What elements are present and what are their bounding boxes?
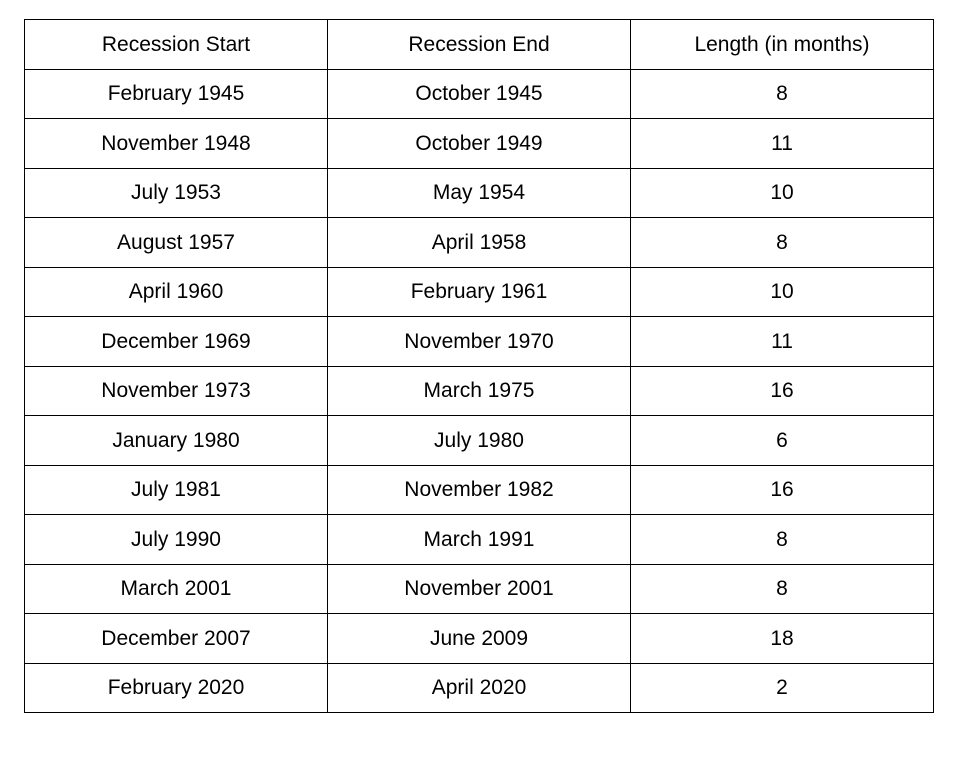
cell-length: 11 (631, 119, 934, 169)
recession-table (24, 19, 934, 713)
cell-recession-start: November 1948 (25, 119, 328, 169)
cell-recession-start: July 1990 (25, 515, 328, 565)
table-row (25, 416, 934, 466)
cell-length: 8 (631, 69, 934, 119)
cell-recession-end: October 1945 (328, 69, 631, 119)
cell-recession-start: December 2007 (25, 614, 328, 664)
cell-recession-start: March 2001 (25, 564, 328, 614)
cell-length: 8 (631, 515, 934, 565)
cell-recession-start: July 1981 (25, 465, 328, 515)
cell-recession-start: December 1969 (25, 317, 328, 367)
header-recession-end: Recession End (328, 20, 631, 70)
cell-recession-end: May 1954 (328, 168, 631, 218)
table-row (25, 515, 934, 565)
table-row (25, 663, 934, 713)
cell-length: 18 (631, 614, 934, 664)
cell-recession-start: February 1945 (25, 69, 328, 119)
table-row (25, 465, 934, 515)
cell-recession-end: March 1975 (328, 366, 631, 416)
cell-recession-end: October 1949 (328, 119, 631, 169)
header-length-months: Length (in months) (631, 20, 934, 70)
cell-recession-end: July 1980 (328, 416, 631, 466)
cell-recession-end: November 1970 (328, 317, 631, 367)
cell-recession-end: March 1991 (328, 515, 631, 565)
cell-length: 6 (631, 416, 934, 466)
table-row (25, 69, 934, 119)
header-row (25, 20, 934, 70)
cell-recession-start: February 2020 (25, 663, 328, 713)
table-row (25, 366, 934, 416)
cell-length: 16 (631, 366, 934, 416)
cell-length: 8 (631, 218, 934, 268)
cell-length: 16 (631, 465, 934, 515)
table-row (25, 218, 934, 268)
cell-length: 10 (631, 267, 934, 317)
cell-recession-end: April 2020 (328, 663, 631, 713)
cell-length: 2 (631, 663, 934, 713)
table-row (25, 168, 934, 218)
cell-recession-start: November 1973 (25, 366, 328, 416)
table-row (25, 317, 934, 367)
table-row (25, 614, 934, 664)
header-recession-start: Recession Start (25, 20, 328, 70)
table-row (25, 564, 934, 614)
table-body (25, 69, 934, 713)
table-row (25, 267, 934, 317)
table-header (25, 20, 934, 70)
cell-recession-start: January 1980 (25, 416, 328, 466)
cell-length: 8 (631, 564, 934, 614)
cell-recession-start: July 1953 (25, 168, 328, 218)
cell-recession-end: June 2009 (328, 614, 631, 664)
cell-length: 11 (631, 317, 934, 367)
cell-recession-end: November 1982 (328, 465, 631, 515)
cell-recession-end: April 1958 (328, 218, 631, 268)
cell-recession-start: August 1957 (25, 218, 328, 268)
cell-length: 10 (631, 168, 934, 218)
cell-recession-end: November 2001 (328, 564, 631, 614)
cell-recession-start: April 1960 (25, 267, 328, 317)
cell-recession-end: February 1961 (328, 267, 631, 317)
table-row (25, 119, 934, 169)
